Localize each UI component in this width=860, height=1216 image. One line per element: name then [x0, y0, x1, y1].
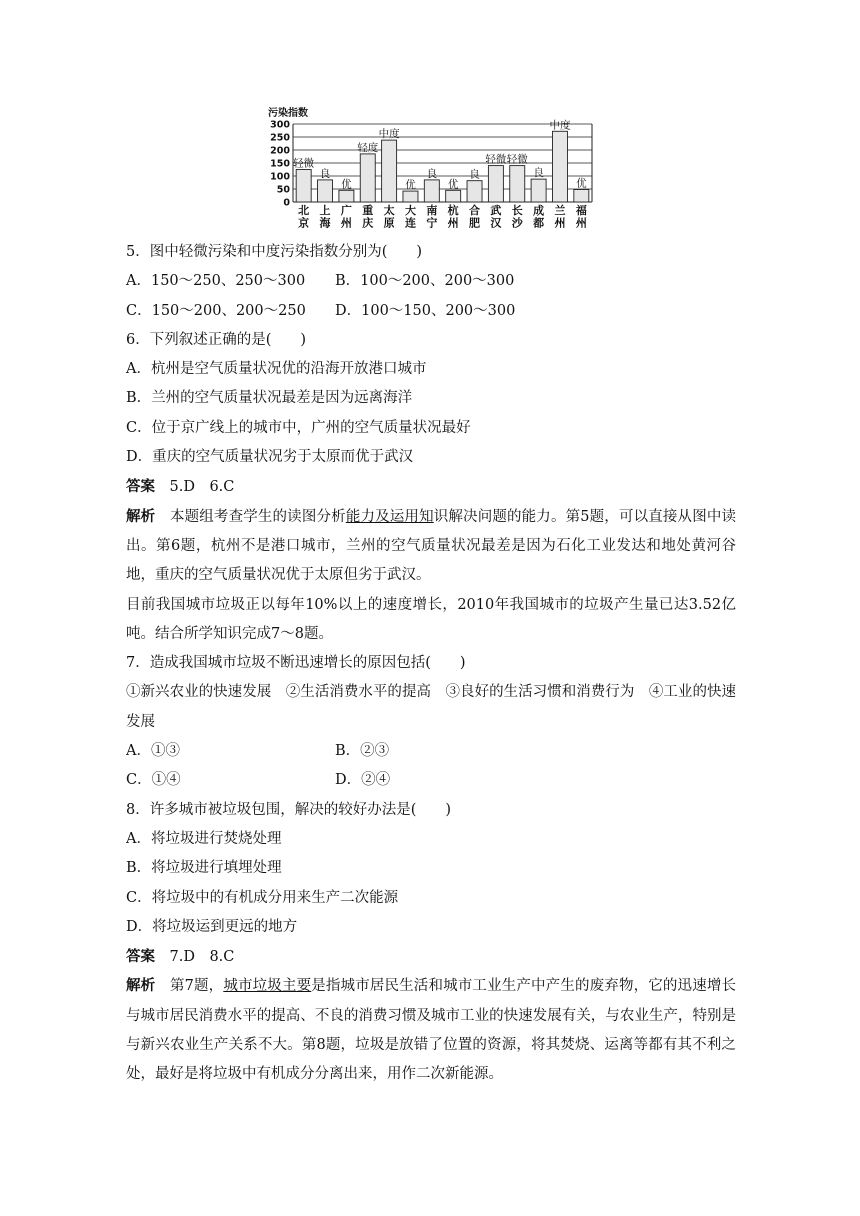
x-tick-label: 上 [319, 204, 331, 217]
bar-杭州 [446, 190, 461, 202]
x-tick-label: 合 [469, 204, 481, 217]
q5-option-b: B．100～200、200～300 [335, 273, 515, 290]
bar-level-label: 良 [319, 167, 331, 180]
q8-option-d: D．将垃圾运到更远的地方 [126, 918, 298, 935]
bar-上海 [318, 180, 333, 202]
q5-option-c: C．150～200、200～250 [126, 302, 306, 319]
x-tick-label: 福 [575, 204, 587, 217]
q6-option-b: B．兰州的空气质量状况最差是因为远离海洋 [126, 390, 413, 407]
y-axis-label: 污染指数 [268, 108, 308, 119]
bar-level-label: 中度 [549, 119, 571, 132]
x-tick-label: 州 [447, 216, 459, 230]
x-tick-label: 南 [426, 204, 438, 217]
bar-level-label: 良 [533, 167, 544, 180]
q5-option-d: D．100～150、200～300 [335, 302, 516, 319]
y-tick-200: 200 [270, 145, 290, 157]
x-tick-label: 杭 [447, 204, 459, 217]
x-tick-label: 都 [533, 216, 545, 230]
bar-广州 [339, 190, 354, 202]
y-tick-250: 250 [270, 132, 290, 144]
bar-level-label: 优 [447, 178, 459, 191]
y-tick-300: 300 [270, 119, 290, 131]
x-tick-labels [298, 203, 587, 230]
x-tick-label: 广 [340, 204, 352, 217]
x-tick-label: 太 [383, 204, 395, 217]
q7-option-d: D．②④ [335, 772, 391, 789]
q7-option-a: A．①③ [126, 743, 180, 760]
x-tick-label: 兰 [554, 204, 566, 217]
explanation-2 [126, 971, 736, 1089]
bar-level-label: 轻微 [293, 157, 315, 170]
q5-option-a: A．150～250、250～300 [126, 273, 306, 290]
y-tick-50: 50 [276, 184, 290, 196]
q7-option-b: B．②③ [335, 743, 390, 760]
answer-label: 答案 [126, 478, 155, 496]
x-tick-label: 武 [490, 204, 502, 217]
bar-level-label: 轻度 [357, 141, 379, 154]
bar-大连 [403, 191, 418, 202]
x-tick-label: 庆 [362, 216, 374, 230]
bar-南宁 [424, 180, 439, 202]
x-tick-label: 连 [404, 216, 416, 230]
q7-options-row1 [126, 737, 736, 766]
bar-重庆 [360, 154, 375, 202]
q7-options-row2 [126, 766, 736, 795]
x-tick-label: 州 [554, 216, 566, 230]
y-tick-150: 150 [270, 158, 290, 170]
explanation-1 [126, 502, 736, 591]
bar-level-label: 良 [469, 168, 480, 181]
q8-option-b: B．将垃圾进行填埋处理 [126, 860, 282, 877]
q7-option-c: C．①④ [126, 772, 181, 789]
answer-text: 5.D 6.C [155, 479, 235, 496]
x-tick-label: 大 [404, 204, 416, 217]
bar-成都 [531, 179, 546, 202]
answer-text: 7.D 8.C [155, 949, 235, 966]
x-tick-label: 成 [533, 204, 545, 217]
q5-options-row2 [126, 297, 736, 326]
x-tick-label: 京 [298, 216, 310, 230]
x-tick-label: 重 [362, 204, 374, 217]
bar-level-label: 轻微 [485, 153, 507, 166]
chart-bars [293, 118, 589, 202]
x-tick-label: 州 [340, 216, 352, 230]
q5-stem: 5．图中轻微污染和中度污染指数分别为( ) [126, 244, 423, 260]
x-tick-label: 北 [298, 204, 310, 217]
x-tick-label: 宁 [426, 216, 438, 230]
x-tick-label: 沙 [511, 216, 523, 230]
explanation-text-0: 第7题， [155, 978, 224, 995]
bar-太原 [382, 140, 397, 202]
bar-武汉 [488, 166, 503, 202]
bar-长沙 [510, 166, 525, 202]
bar-level-label: 优 [405, 179, 416, 192]
explanation-label: 解析 [126, 507, 156, 525]
x-tick-label: 海 [319, 216, 331, 230]
bar-level-label: 中度 [378, 128, 400, 141]
q8-option-c: C．将垃圾中的有机成分用来生产二次能源 [126, 889, 399, 906]
q6-stem: 6．下列叙述正确的是( ) [126, 331, 307, 348]
bar-level-label: 良 [426, 167, 438, 180]
q7-items: ①新兴农业的快速发展 ②生活消费水平的提高 ③良好的生活习惯和消费行为 ④工业的快速发展 [126, 684, 736, 730]
answer-1 [126, 472, 736, 501]
pollution-bar-chart [262, 100, 602, 240]
chart-grid [293, 124, 592, 202]
q5-options-row1 [126, 267, 736, 296]
y-tick-0: 0 [283, 197, 290, 209]
x-tick-label: 州 [575, 216, 587, 230]
bar-福州 [574, 190, 589, 202]
q6-option-d: D．重庆的空气质量状况劣于太原而优于武汉 [126, 449, 414, 466]
answer-2 [126, 942, 736, 971]
explanation-underlined: 城市垃圾主要 [223, 978, 312, 995]
q7-stem: 7．造成我国城市垃圾不断迅速增长的原因包括( ) [126, 655, 466, 672]
explanation-label: 解析 [126, 977, 156, 995]
explanation-text-1: 是指城市居民生活和城市工业生产中产生的废弃物，它的迅速增长与城市居民消费水平的提高、不良的消费习惯及城市工业的快速发展有关，与农业生产，特别是与新兴农业生产关系不大。第8题，垃圾是放错了位置的资源，将其焚烧、运离等都有其不利之处，最好是将垃圾中有机成分分离出来，用作二次新能源。 [126, 978, 737, 1083]
bar-合肥 [467, 181, 482, 202]
intro-paragraph: 目前我国城市垃圾正以每年10%以上的速度增长，2010年我国城市的垃圾产生量已达3.52亿吨。结合所学知识完成7～8题。 [126, 596, 736, 642]
y-tick-labels [270, 120, 290, 209]
bar-兰州 [552, 131, 567, 202]
bar-level-label: 优 [341, 178, 352, 191]
explanation-text-1: 本题组考查学生的读图分析 [155, 508, 346, 525]
bar-level-label: 优 [576, 177, 587, 190]
question-content [126, 238, 736, 1090]
x-tick-label: 肥 [469, 216, 481, 230]
q8-option-a: A．将垃圾进行焚烧处理 [126, 830, 282, 847]
x-tick-label: 原 [383, 216, 395, 230]
explanation-underlined-1: 能力及运用知 [345, 508, 434, 525]
x-tick-label: 长 [511, 204, 523, 217]
q6-option-c: C．位于京广线上的城市中，广州的空气质量状况最好 [126, 419, 471, 436]
q6-option-a: A．杭州是空气质量状况优的沿海开放港口城市 [126, 361, 427, 378]
x-tick-label: 汉 [490, 216, 502, 230]
explanation-text-2: 识解决问题的能力。第5题，可以直接从图中读出。第6题，杭州不是港口城市，兰州的空气质量状况最差是因为石化工业发达和地处黄河谷地，重庆的空气质量状况优于太原但劣于武汉。 [126, 508, 737, 584]
bar-北京 [296, 170, 311, 203]
y-tick-100: 100 [270, 171, 290, 183]
answer-label: 答案 [126, 948, 155, 966]
bar-level-label: 轻微 [506, 153, 528, 166]
q8-stem: 8．许多城市被垃圾包围，解决的较好办法是( ) [126, 801, 452, 818]
